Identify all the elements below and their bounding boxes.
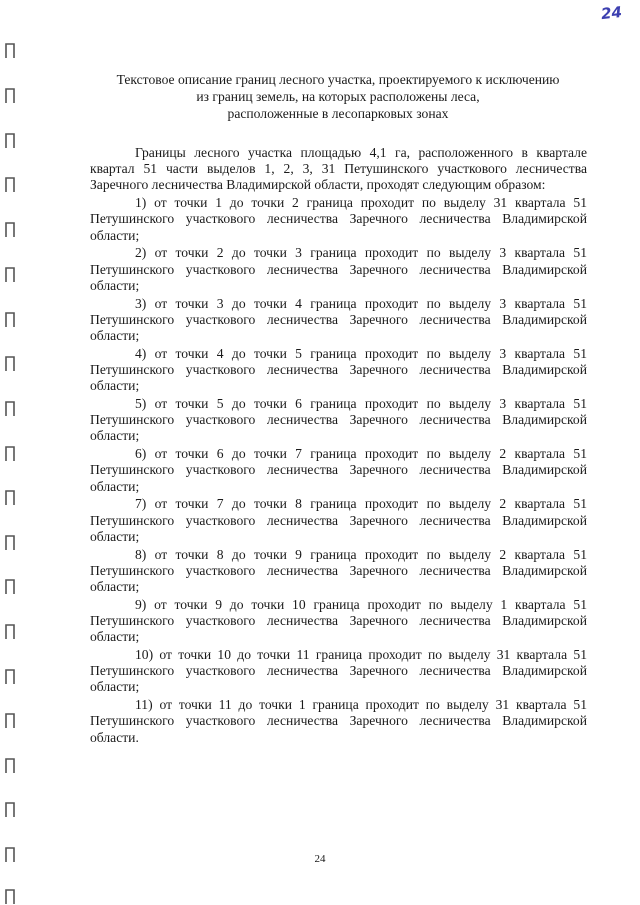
binding-mark-17: [6, 759, 14, 773]
binding-mark-2: [6, 89, 14, 103]
binding-mark-3: [6, 134, 14, 148]
binding-mark-8: [6, 357, 14, 371]
boundary-clause-9: 9) от точки 9 до точки 10 граница проходит по выделу 1 квартала 51 Петушинского участкового лесничества Заречного лесничества Владимирской области;: [90, 596, 587, 645]
binding-mark-15: [6, 670, 14, 684]
binding-mark-20: [6, 890, 14, 904]
title-line-3: расположенные в лесопарковых зонах: [227, 106, 449, 121]
boundary-clause-11: 11) от точки 11 до точки 1 граница проходит по выделу 31 квартала 51 Петушинского участкового лесничества Заречного лесничества Владимирской области.: [90, 697, 587, 745]
document-title: [88, 71, 588, 122]
binding-mark-16: [6, 714, 14, 728]
binding-mark-10: [6, 447, 14, 461]
binding-mark-12: [6, 536, 14, 550]
page-number: 24: [314, 853, 326, 865]
binding-marks-graphic: [0, 0, 20, 905]
binding-mark-6: [6, 268, 14, 282]
binding-mark-13: [6, 580, 14, 594]
binding-mark-5: [6, 223, 14, 237]
binding-mark-11: [6, 491, 14, 505]
boundary-clause-2: 2) от точки 2 до точки 3 граница проходит по выделу 3 квартала 51 Петушинского участкового лесничества Заречного лесничества Владимирской области;: [90, 245, 587, 293]
handwritten-page-mark: 24: [600, 2, 623, 24]
binding-mark-4: [6, 178, 14, 192]
binding-mark-1: [6, 44, 14, 58]
boundary-clause-7: 7) от точки 7 до точки 8 граница проходит по выделу 2 квартала 51 Петушинского участкового лесничества Заречного лесничества Владимирской области;: [90, 496, 587, 544]
title-line-2: из границ земель, на которых расположены леса,: [196, 89, 480, 104]
title-line-1: Текстовое описание границ лесного участка, проектируемого к исключению: [116, 72, 560, 87]
boundary-clause-4: 4) от точки 4 до точки 5 граница проходит по выделу 3 квартала 51 Петушинского участкового лесничества Заречного лесничества Владимирской области;: [90, 345, 587, 394]
boundary-clause-3: 3) от точки 3 до точки 4 граница проходит по выделу 3 квартала 51 Петушинского участкового лесничества Заречного лесничества Владимирской области;: [90, 295, 587, 344]
binding-mark-7: [6, 313, 14, 327]
boundary-clause-6: 6) от точки 6 до точки 7 граница проходит по выделу 2 квартала 51 Петушинского участкового лесничества Заречного лесничества Владимирской области;: [90, 446, 587, 494]
binding-hole-marks: [0, 0, 20, 905]
boundary-clause-1: 1) от точки 1 до точки 2 граница проходит по выделу 31 квартала 51 Петушинского участкового лесничества Заречного лесничества Владимирской области;: [90, 195, 587, 243]
intro-paragraph: Границы лесного участка площадью 4,1 га, расположенного в квартале квартал 51 части выделов 1, 2, 3, 31 Петушинского участкового лесничества Заречного лесничества Владимирской области, проходят следующим образом:: [90, 145, 587, 193]
binding-mark-18: [6, 803, 14, 817]
document-body: [90, 145, 587, 746]
boundary-clause-10: 10) от точки 10 до точки 11 граница проходит по выделу 31 квартала 51 Петушинского участкового лесничества Заречного лесничества Владимирской области;: [90, 647, 587, 695]
binding-mark-14: [6, 625, 14, 639]
boundary-clause-8: 8) от точки 8 до точки 9 граница проходит по выделу 2 квартала 51 Петушинского участкового лесничества Заречного лесничества Владимирской области;: [90, 546, 587, 595]
binding-mark-9: [6, 402, 14, 416]
boundary-clause-5: 5) от точки 5 до точки 6 граница проходит по выделу 3 квартала 51 Петушинского участкового лесничества Заречного лесничества Владимирской области;: [90, 396, 587, 444]
